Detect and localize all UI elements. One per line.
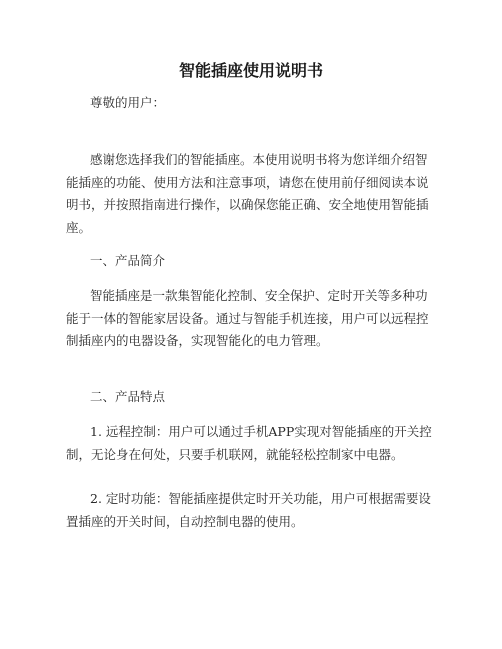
intro-paragraph: 感谢您选择我们的智能插座。本使用说明书将为您详细介绍智能插座的功能、使用方法和注意事项，请您在使用前仔细阅读本说明书，并按照指南进行操作，以确保您能正确、安全地使用智能插座。 bbox=[66, 152, 429, 235]
document-title: 智能插座使用说明书 bbox=[178, 61, 323, 80]
section-heading-product-intro: 一、产品简介 bbox=[90, 253, 166, 268]
feature-item-timer: 2. 定时功能：智能插座提供定时开关功能，用户可根据需要设置插座的开关时间，自动控制电器的使用。 bbox=[66, 491, 431, 529]
feature-item-remote-control: 1. 远程控制：用户可以通过手机APP实现对智能插座的开关控制，无论身在何处，只要手机联网，就能轻松控制家中电器。 bbox=[66, 424, 432, 462]
section-heading-product-features: 二、产品特点 bbox=[90, 389, 166, 404]
greeting-text: 尊敬的用户： bbox=[90, 95, 166, 110]
product-intro-paragraph: 智能插座是一款集智能化控制、安全保护、定时开关等多种功能于一体的智能家居设备。通过与智能手机连接，用户可以远程控制插座内的电器设备，实现智能化的电力管理。 bbox=[66, 288, 429, 348]
